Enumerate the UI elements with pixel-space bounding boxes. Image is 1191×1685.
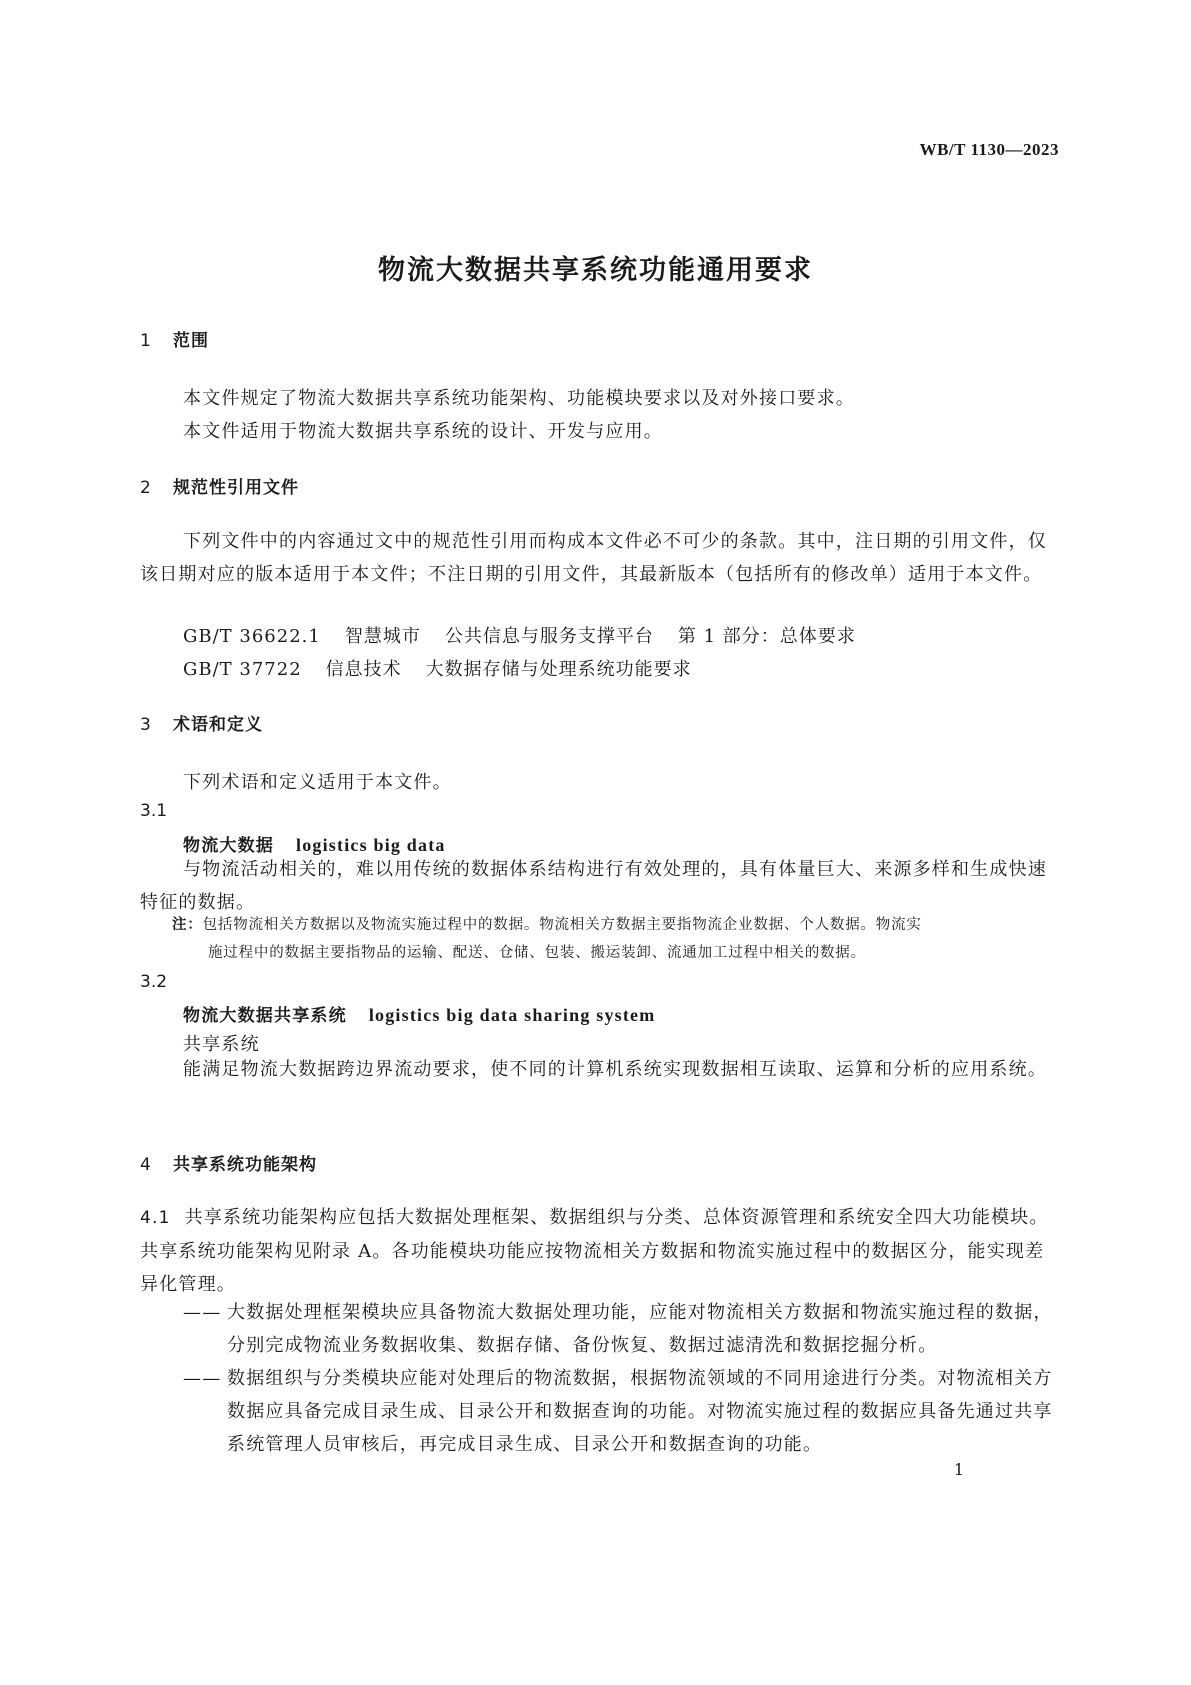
term-english: logistics big data (296, 835, 446, 855)
section-1-heading (140, 326, 209, 351)
section-number: 2 (140, 478, 152, 498)
reference-part: 第 1 部分：总体要求 (677, 626, 856, 647)
paragraph: 下列术语和定义适用于本文件。 (183, 772, 452, 793)
list-item-text: 数据组织与分类模块应能对处理后的物流数据，根据物流领域的不同用途进行分类。对物流相关方数据应具备完成目录生成、目录公开和数据查询的功能。对物流实施过程的数据应具备先通过共享系统管理人员审核后，再完成目录生成、目录公开和数据查询的功能。 (227, 1368, 1053, 1455)
reference-item (183, 622, 880, 648)
note-label: 注： (172, 917, 203, 933)
dash-marker: —— (183, 1368, 222, 1389)
term-definition (140, 853, 1060, 919)
paragraph: 本文件规定了物流大数据共享系统功能架构、功能模块要求以及对外接口要求。 (183, 388, 855, 409)
reference-code: GB/T 36622.1 (183, 626, 321, 647)
note-text: 包括物流相关方数据以及物流实施过程中的数据。物流相关方数据主要指物流企业数据、个人数据。物流实 (202, 917, 922, 933)
term-chinese: 物流大数据 (183, 836, 274, 856)
definition-text: 与物流活动相关的，难以用传统的数据体系结构进行有效处理的，具有体量巨大、来源多样和生成快速特征的数据。 (140, 859, 1047, 913)
section-title: 范围 (173, 331, 209, 351)
paragraph-text: 下列文件中的内容通过文中的规范性引用而构成本文件必不可少的条款。其中，注日期的引用文件，仅该日期对应的版本适用于本文件；不注日期的引用文件，其最新版本（包括所有的修改单）适用于本文件。 (140, 531, 1047, 585)
term-entry (183, 1001, 655, 1026)
reference-part: 大数据存储与处理系统功能要求 (425, 659, 692, 680)
standard-code: WB/T 1130—2023 (919, 140, 1059, 159)
reference-part: 公共信息与服务支撑平台 (444, 626, 654, 647)
note (172, 911, 1072, 967)
section-number: 4 (140, 1155, 152, 1175)
section-4-heading (140, 1150, 317, 1175)
section-3-heading (140, 710, 263, 735)
section-title: 规范性引用文件 (173, 478, 299, 498)
section-title: 共享系统功能架构 (173, 1155, 317, 1175)
dash-marker: —— (183, 1302, 222, 1323)
section-2-heading (140, 473, 299, 498)
reference-part: 信息技术 (325, 659, 402, 680)
term-english: logistics big data sharing system (368, 1005, 656, 1025)
term-synonym: 共享系统 (183, 1034, 260, 1055)
document-title: 物流大数据共享系统功能通用要求 (378, 255, 813, 286)
section-number: 3 (140, 715, 152, 735)
term-number: 3.1 (140, 801, 168, 821)
page-number: 1 (953, 1460, 964, 1479)
clause-text: 共享系统功能架构应包括大数据处理框架、数据组织与分类、总体资源管理和系统安全四大功能模块。共享系统功能架构见附录 A。各功能模块功能应按物流相关方数据和物流实施过程中的数据区分，能实现差异化管理。 (140, 1207, 1049, 1295)
clause-4-1 (140, 1201, 1060, 1301)
paragraph: 本文件适用于物流大数据共享系统的设计、开发与应用。 (183, 421, 663, 442)
definition-text: 能满足物流大数据跨边界流动要求，使不同的计算机系统实现数据相互读取、运算和分析的应用系统。 (183, 1059, 1047, 1080)
list-item (183, 1362, 1063, 1461)
reference-item (183, 655, 716, 681)
reference-part: 智慧城市 (344, 626, 421, 647)
reference-code: GB/T 37722 (183, 659, 302, 680)
list-item (183, 1296, 1063, 1362)
clause-number: 4.1 (140, 1208, 171, 1228)
term-number: 3.2 (140, 972, 168, 992)
paragraph (140, 525, 1060, 591)
section-title: 术语和定义 (173, 715, 263, 735)
section-number: 1 (140, 331, 152, 351)
term-chinese: 物流大数据共享系统 (183, 1006, 347, 1026)
list-item-text: 大数据处理框架模块应具备物流大数据处理功能，应能对物流相关方数据和物流实施过程的数据，分别完成物流业务数据收集、数据存储、备份恢复、数据过滤清洗和数据挖掘分析。 (227, 1302, 1053, 1356)
note-text-continued: 施过程中的数据主要指物品的运输、配送、仓储、包装、搬运装卸、流通加工过程中相关的数据。 (208, 945, 866, 961)
term-definition (140, 1053, 1060, 1086)
